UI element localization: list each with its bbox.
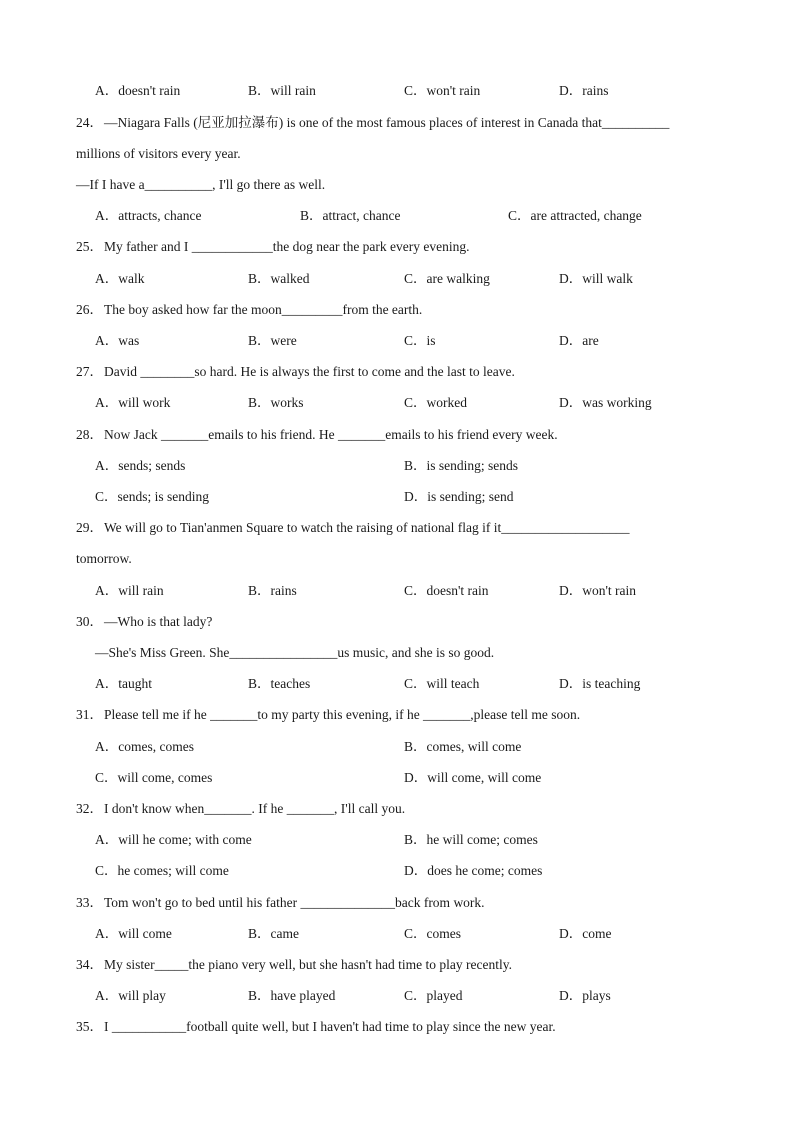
option-c: C．played bbox=[404, 988, 463, 1003]
option-d: D．does he come; comes bbox=[404, 863, 543, 878]
option-b: B．have played bbox=[248, 988, 336, 1003]
option-a: A．will work bbox=[95, 395, 171, 410]
question-stem-continued: tomorrow. bbox=[76, 551, 132, 566]
option-d: D．won't rain bbox=[559, 583, 637, 598]
option-c: C．are walking bbox=[404, 271, 490, 286]
question-stem: We will go to Tian'anmen Square to watch the raising of national flag if it___________________ bbox=[104, 520, 630, 535]
question-number: 31． bbox=[76, 707, 103, 722]
option-a: A．comes, comes bbox=[95, 739, 194, 754]
option-c: C．won't rain bbox=[404, 83, 481, 98]
option-d: D．are bbox=[559, 333, 599, 348]
question-stem: Now Jack _______emails to his friend. He _______emails to his friend every week. bbox=[104, 427, 558, 442]
option-b: B．will rain bbox=[248, 83, 316, 98]
option-b: B．teaches bbox=[248, 676, 311, 691]
question-number: 35． bbox=[76, 1019, 103, 1034]
question-stem: —Niagara Falls (尼亚加拉瀑布) is one of the most famous places of interest in Canada that__________ bbox=[104, 115, 670, 130]
option-c: C．he comes; will come bbox=[95, 863, 229, 878]
option-b: B．is sending; sends bbox=[404, 458, 519, 473]
question-stem: The boy asked how far the moon_________from the earth. bbox=[104, 302, 423, 317]
question-stem: Please tell me if he _______to my party this evening, if he _______,please tell me soon. bbox=[104, 707, 581, 722]
option-c: C．is bbox=[404, 333, 436, 348]
option-a: A．doesn't rain bbox=[95, 83, 181, 98]
option-a: A．attracts, chance bbox=[95, 208, 202, 223]
option-d: D．was working bbox=[559, 395, 652, 410]
option-d: D．is sending; send bbox=[404, 489, 514, 504]
question-number: 34． bbox=[76, 957, 103, 972]
question-stem: I don't know when_______. If he _______, I'll call you. bbox=[104, 801, 406, 816]
option-a: A．taught bbox=[95, 676, 152, 691]
option-b: B．he will come; comes bbox=[404, 832, 538, 847]
question-number: 27． bbox=[76, 364, 103, 379]
option-b: B．comes, will come bbox=[404, 739, 522, 754]
option-c: C．are attracted, change bbox=[508, 208, 642, 223]
option-a: A．will rain bbox=[95, 583, 164, 598]
question-number: 26． bbox=[76, 302, 103, 317]
question-number: 33． bbox=[76, 895, 103, 910]
question-stem: David ________so hard. He is always the first to come and the last to leave. bbox=[104, 364, 515, 379]
option-a: A．will he come; with come bbox=[95, 832, 252, 847]
question-stem: My father and I ____________the dog near the park every evening. bbox=[104, 239, 470, 254]
question-stem: —Who is that lady? bbox=[104, 614, 213, 629]
option-a: A．sends; sends bbox=[95, 458, 186, 473]
option-d: D．will walk bbox=[559, 271, 633, 286]
question-stem-continued: millions of visitors every year. bbox=[76, 146, 241, 161]
option-b: B．came bbox=[248, 926, 299, 941]
option-a: A．walk bbox=[95, 271, 145, 286]
question-number: 25． bbox=[76, 239, 103, 254]
question-stem: My sister_____the piano very well, but she hasn't had time to play recently. bbox=[104, 957, 512, 972]
option-d: D．plays bbox=[559, 988, 611, 1003]
question-stem-reply: —She's Miss Green. She________________us music, and she is so good. bbox=[95, 645, 495, 660]
option-d: D．come bbox=[559, 926, 612, 941]
option-d: D．is teaching bbox=[559, 676, 641, 691]
question-stem: I ___________football quite well, but I haven't had time to play since the new year. bbox=[104, 1019, 556, 1034]
option-c: C．will come, comes bbox=[95, 770, 213, 785]
option-b: B．rains bbox=[248, 583, 297, 598]
option-c: C．worked bbox=[404, 395, 467, 410]
option-b: B．works bbox=[248, 395, 304, 410]
option-a: A．will play bbox=[95, 988, 166, 1003]
option-d: D．will come, will come bbox=[404, 770, 542, 785]
question-number: 32． bbox=[76, 801, 103, 816]
option-d: D．rains bbox=[559, 83, 609, 98]
option-a: A．will come bbox=[95, 926, 172, 941]
question-stem: Tom won't go to bed until his father ______________back from work. bbox=[104, 895, 485, 910]
option-c: C．comes bbox=[404, 926, 461, 941]
option-b: B．were bbox=[248, 333, 297, 348]
option-b: B．attract, chance bbox=[300, 208, 401, 223]
option-c: C．sends; is sending bbox=[95, 489, 210, 504]
question-number: 24． bbox=[76, 115, 103, 130]
option-a: A．was bbox=[95, 333, 140, 348]
question-stem-reply: —If I have a__________, I'll go there as well. bbox=[76, 177, 326, 192]
question-number: 30． bbox=[76, 614, 103, 629]
option-c: C．will teach bbox=[404, 676, 480, 691]
question-number: 28． bbox=[76, 427, 103, 442]
option-c: C．doesn't rain bbox=[404, 583, 489, 598]
option-b: B．walked bbox=[248, 271, 310, 286]
question-number: 29． bbox=[76, 520, 103, 535]
